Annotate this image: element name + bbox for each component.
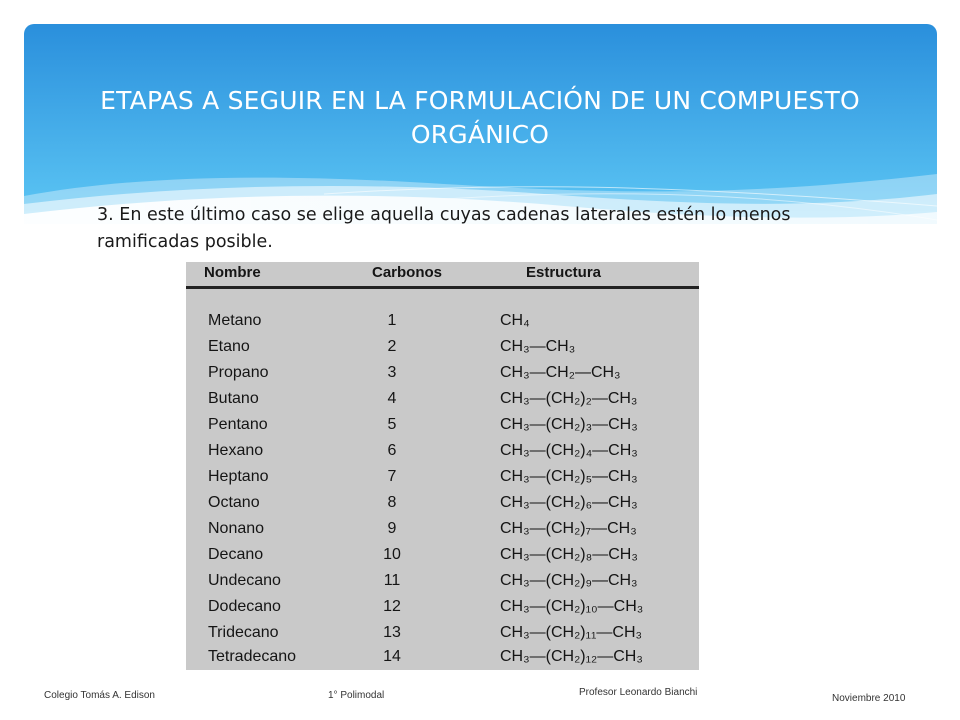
row-carbons: 14 [383,648,401,665]
row-name: Undecano [208,572,281,589]
row-name: Tridecano [208,624,279,641]
footer-school: Colegio Tomás A. Edison [44,690,155,701]
row-carbons: 6 [387,442,397,459]
table-row [186,360,699,386]
row-carbons: 12 [383,598,401,615]
row-name: Decano [208,546,264,563]
row-name: Propano [208,364,269,381]
row-structure: CH₃—(CH₂)₂—CH₃ [500,390,638,407]
table-row [186,620,699,646]
footer-teacher: Profesor Leonardo Bianchi [579,687,698,698]
row-name: Butano [208,390,259,407]
row-structure: CH₃—CH₂—CH₃ [500,364,621,381]
header-nombre: Nombre [204,264,261,281]
row-name: Etano [208,338,250,355]
header-carbonos: Carbonos [372,264,443,281]
row-carbons: 3 [387,364,397,381]
row-carbons: 7 [387,468,397,485]
row-carbons: 2 [387,338,397,355]
row-name: Hexano [208,442,264,459]
row-name: Octano [208,494,260,511]
row-structure: CH₃—(CH₂)₁₀—CH₃ [500,598,644,615]
row-structure: CH₃—(CH₂)₉—CH₃ [500,572,638,589]
footer-date: Noviembre 2010 [832,693,906,704]
row-carbons: 13 [383,624,401,641]
table-row [186,438,699,464]
slide-title: ETAPAS A SEGUIR EN LA FORMULACIÓN DE UN COMPUESTO ORGÁNICO [100,86,860,149]
row-name: Metano [208,312,262,329]
row-name: Pentano [208,416,268,433]
row-structure: CH₃—(CH₂)₇—CH₃ [500,520,637,537]
table-row [186,594,699,620]
header-estructura: Estructura [526,264,602,281]
row-carbons: 8 [387,494,397,511]
row-structure: CH₃—(CH₂)₅—CH₃ [500,468,638,485]
table-row [186,490,699,516]
header-divider [186,286,699,289]
row-carbons: 1 [387,312,397,329]
footer-course: 1° Polimodal [328,690,385,701]
row-structure: CH₃—(CH₂)₆—CH₃ [500,494,638,511]
row-name: Dodecano [208,598,281,615]
table-row [186,308,699,334]
alkane-table [186,262,699,670]
table-row [186,568,699,594]
row-carbons: 4 [387,390,397,407]
row-structure: CH₃—(CH₂)₁₁—CH₃ [500,624,643,641]
row-name: Heptano [208,468,269,485]
table-row [186,464,699,490]
row-carbons: 9 [387,520,397,537]
table-row [186,516,699,542]
row-carbons: 5 [387,416,397,433]
row-carbons: 11 [383,572,401,589]
row-name: Tetradecano [208,648,297,665]
row-structure: CH₃—(CH₂)₈—CH₃ [500,546,638,563]
table-row [186,542,699,568]
row-structure: CH₃—(CH₂)₁₂—CH₃ [500,648,643,665]
row-structure: CH₃—CH₃ [500,338,576,355]
row-name: Nonano [208,520,265,537]
table-row [186,412,699,438]
table-row [186,386,699,412]
row-structure: CH₃—(CH₂)₄—CH₃ [500,442,638,459]
slide-body-text: 3. En este último caso se elige aquella cuyas cadenas laterales estén lo menos ramificadas posible. [97,205,791,252]
table-row [186,334,699,360]
row-structure: CH₄ [500,312,530,329]
table-row [186,644,699,670]
row-structure: CH₃—(CH₂)₃—CH₃ [500,416,638,433]
row-carbons: 10 [383,546,401,563]
